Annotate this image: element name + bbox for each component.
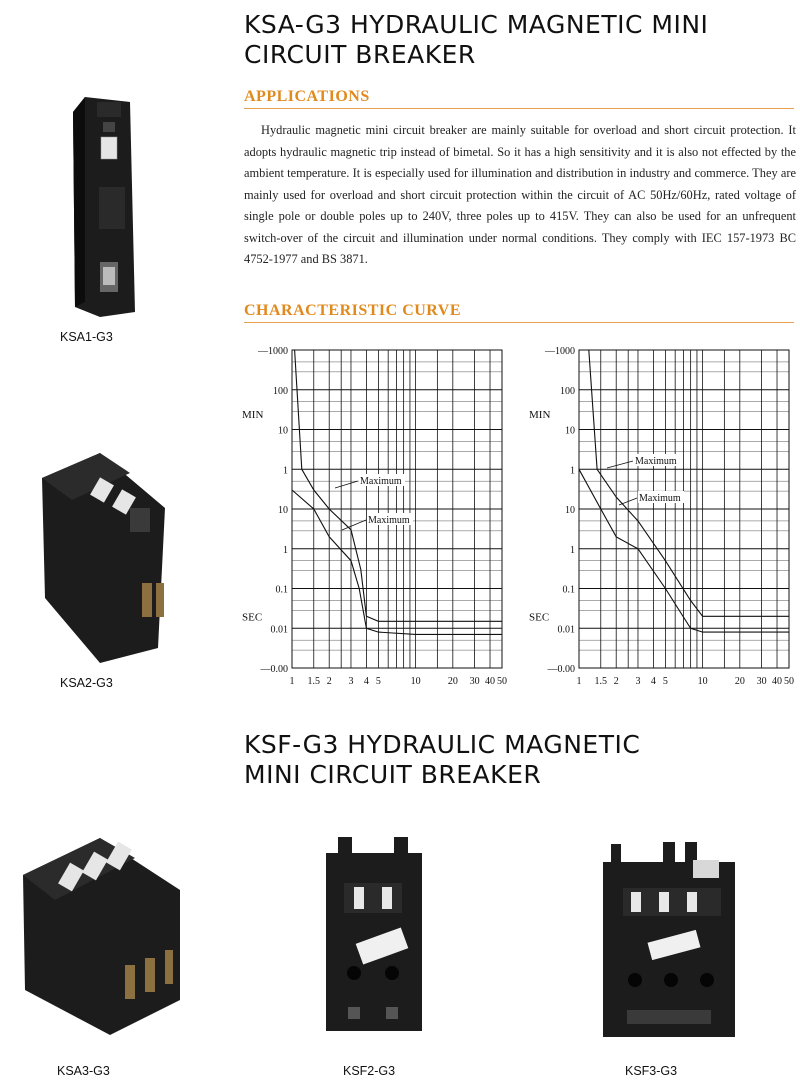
y-tick-label: 1 [283,465,288,477]
section2-title-line1: KSF-G3 HYDRAULIC MAGNETIC [244,730,641,759]
x-tick-label: 30 [469,676,480,687]
x-tick-label: 1.5 [307,676,321,687]
x-tick-label: 1 [576,676,582,687]
x-tick-label: 1 [289,676,295,687]
page-title-line2: CIRCUIT BREAKER [244,40,476,69]
y-tick-label: —0.00 [260,664,288,675]
y-label-min: MIN [529,408,551,421]
ksa3-photo [15,830,190,1045]
x-tick-label: 5 [375,676,381,687]
annotation-label: Maximum [635,456,677,467]
y-tick-label: 0.1 [562,584,575,596]
curve-series-2 [292,490,502,634]
y-tick-label: 10 [278,425,288,437]
y-label-sec: SEC [529,611,550,624]
y-tick-label: 10 [565,505,575,516]
page-title-line1: KSA-G3 HYDRAULIC MAGNETIC MINI [244,10,709,39]
x-tick-label: 10 [697,676,708,687]
y-tick-label: —0.00 [547,664,575,675]
characteristic-chart-left [240,340,510,690]
ksf2-photo [318,835,428,1035]
characteristic-chart-right [527,340,797,690]
x-tick-label: 3 [348,676,354,687]
annotation-label: Maximum [368,515,410,526]
x-tick-label: 2 [326,676,332,687]
y-label-sec: SEC [242,611,263,624]
y-tick-label: 0.1 [275,584,288,596]
caption-ksa3: KSA3-G3 [57,1064,110,1078]
y-tick-label: 1 [570,465,575,477]
annotation-leader [607,461,633,468]
x-tick-label: 10 [410,676,421,687]
x-tick-label: 50 [784,676,794,687]
x-tick-label: 40 [485,676,496,687]
x-tick-label: 40 [772,676,783,687]
y-tick-label: —1000 [545,346,575,357]
applications-heading: APPLICATIONS [244,88,794,109]
y-tick-label: 1 [283,544,288,556]
x-tick-label: 4 [363,676,369,687]
x-tick-label: 30 [756,676,767,687]
x-tick-label: 4 [650,676,656,687]
x-tick-label: 2 [613,676,619,687]
y-tick-label: 1 [570,544,575,556]
y-tick-label: 100 [560,385,575,397]
y-tick-label: 0.01 [270,624,288,636]
ksf3-photo [593,840,743,1040]
x-tick-label: 1.5 [594,676,608,687]
characteristic-curve-heading: CHARACTERISTIC CURVE [244,302,794,323]
y-tick-label: —1000 [258,346,288,357]
applications-text: Hydraulic magnetic mini circuit breaker are mainly suitable for overload and short circuit protection. It adopts hydraulic magnetic trip instead of bimetal. So it has a high sensitivity and it is also not effected by the ambient temperature. It is especially used for illumination and distribution in industry and commerce. They are mainly used for overload and short circuit protection within the circuit of AC 50Hz/60Hz, rated voltage of single pole or double poles up to 240V, three poles up to 415V. They can also be used for an unfrequent switch-over of the circuit and illumination under normal conditions. They comply with IEC 157-1973 BC 4752-1977 and BS 3871. [244,123,796,266]
x-tick-label: 20 [734,676,745,687]
y-tick-label: 100 [273,385,288,397]
annotation-label: Maximum [639,493,681,504]
y-tick-label: 10 [565,425,575,437]
y-tick-label: 0.01 [557,624,575,636]
x-tick-label: 3 [635,676,641,687]
y-tick-label: 10 [278,505,288,516]
caption-ksf2: KSF2-G3 [343,1064,396,1078]
caption-ksf3: KSF3-G3 [625,1064,678,1078]
x-tick-label: 50 [497,676,507,687]
ksa1-photo [55,92,145,322]
ksa2-photo [30,448,170,668]
section2-title-line2: MINI CIRCUIT BREAKER [244,760,542,789]
annotation-label: Maximum [360,476,402,487]
x-tick-label: 5 [662,676,668,687]
caption-ksa1: KSA1-G3 [60,330,113,344]
annotation-leader [335,481,358,488]
x-tick-label: 20 [447,676,458,687]
caption-ksa2: KSA2-G3 [60,676,113,690]
y-label-min: MIN [242,408,264,421]
